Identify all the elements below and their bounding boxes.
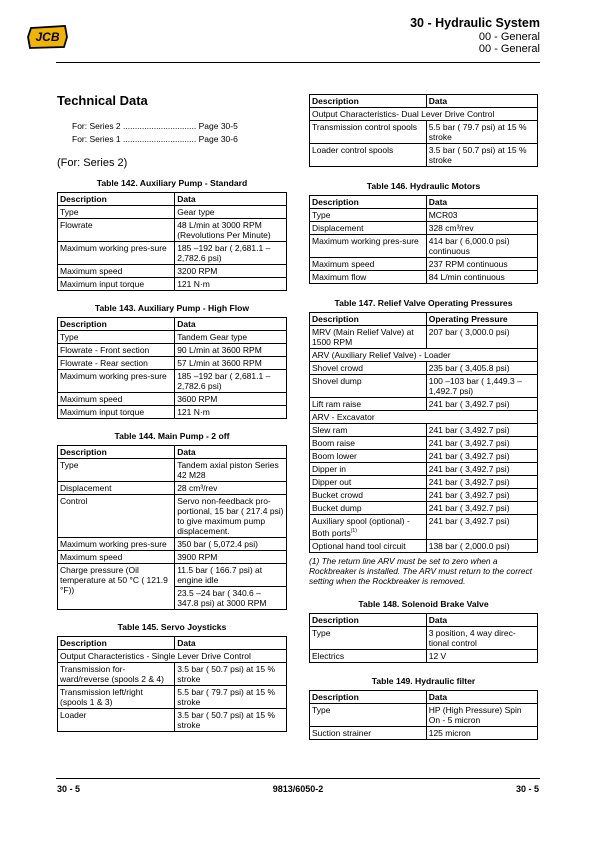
table-row: Optional hand tool circuit 138 bar ( 2,000.0 psi) xyxy=(310,539,538,552)
relief-valve-table: Description Operating Pressure MRV (Main Relief Valve) at 1500 RPM 207 bar ( 3,000.0 psi) ARV (Auxiliary Relief Valve) - Loader Shovel crowd 235 bar ( 3,405.8 psi) Shovel dump 100 –103 bar ( 1,449.3 – 1,492.7 psi) Lift ram raise 241 bar ( 3,492.7 psi) ARV - Excavator Slew ram 241 bar ( 3,492.7 psi) Boom raise 241 bar ( 3,492.7 psi) Boom lower 241 bar ( 3,492.7 psi) Dipper in 241 bar ( 3,492.7 psi) Dipper out 241 bar ( 3,492.7 psi) Bucket crowd 241 bar ( 3,492.7 psi) Bucket dump 241 bar ( 3,492.7 psi) Auxiliary spool (optional) - Both ports$^{(1)}$ 241 bar ( 3,492.7 psi) Optional hand tool circuit 138 bar ( 2,000.0 psi) xyxy=(309,312,538,553)
table-row: Bucket crowd 241 bar ( 3,492.7 psi) xyxy=(310,489,538,502)
table-row: Displacement 28 cm³/rev xyxy=(58,482,287,495)
table-row: Control Servo non-feedback pro-portional, 15 bar ( 217.4 psi) to give maximum pump displacement. xyxy=(58,495,287,538)
table-row: Transmission for-ward/reverse (spools 2 & 4) 3.5 bar ( 50.7 psi) at 15 % stroke xyxy=(58,663,287,686)
table-caption: Table 144. Main Pump - 2 off xyxy=(114,431,230,441)
table-row: Type HP (High Pressure) Spin On - 5 micron xyxy=(310,703,538,726)
table-row: Maximum speed 3200 RPM xyxy=(58,265,287,278)
section-title: 30 - Hydraulic System xyxy=(410,16,540,30)
table-row: Maximum flow 84 L/min continuous xyxy=(310,271,538,284)
section-subtitle-2: 00 - General xyxy=(478,43,540,55)
table-row: Boom raise 241 bar ( 3,492.7 psi) xyxy=(310,437,538,450)
header-rule xyxy=(56,62,540,63)
table-row: Lift ram raise 241 bar ( 3,492.7 psi) xyxy=(310,398,538,411)
footer-rule xyxy=(56,778,540,779)
table-row: Maximum speed 3600 RPM xyxy=(58,393,287,406)
table-row: Maximum working pres-sure 414 bar ( 6,000.0 psi) continuous xyxy=(310,235,538,258)
table-row: Maximum speed 237 RPM continuous xyxy=(310,258,538,271)
solenoid-brake-valve-table: Description Data Type 3 position, 4 way direc-tional control Electrics 12 V xyxy=(309,613,538,663)
hydraulic-motors-table: Description Data Type MCR03 Displacement 328 cm³/rev Maximum working pres-sure 414 bar ( 6,000.0 psi) continuous Maximum speed 237 RPM continuous Maximum flow 84 L/min continuous xyxy=(309,195,538,284)
toc-entry[interactable]: For: Series 2 ............................... Page 30-5 xyxy=(72,121,238,131)
table-row: Type MCR03 xyxy=(310,209,538,222)
left-column xyxy=(57,94,287,732)
table-row: MRV (Main Relief Valve) at 1500 RPM 207 bar ( 3,000.0 psi) xyxy=(310,326,538,349)
table-row: Dipper out 241 bar ( 3,492.7 psi) xyxy=(310,476,538,489)
table-row: Shovel dump 100 –103 bar ( 1,449.3 – 1,492.7 psi) xyxy=(310,375,538,398)
table-row: Type Tandem Gear type xyxy=(58,331,287,344)
table-row: Electrics 12 V xyxy=(310,649,538,662)
table-caption: Table 148. Solenoid Brake Valve xyxy=(358,598,489,609)
table-row: 23.5 –24 bar ( 340.6 – 347.8 psi) at 3000 RPM xyxy=(58,587,287,610)
table-row: Flowrate - Rear section 57 L/min at 3600 RPM xyxy=(58,357,287,370)
table-row: ARV - Excavator xyxy=(310,411,538,424)
table-row: Maximum working pres-sure 185 –192 bar ( 2,681.1 – 2,782.6 psi) xyxy=(58,370,287,393)
table-row: Maximum speed 3900 RPM xyxy=(58,551,287,564)
logo-text: JCB xyxy=(35,30,60,44)
table-caption: Table 143. Auxiliary Pump - High Flow xyxy=(94,303,250,313)
table-caption: Table 142. Auxiliary Pump - Standard xyxy=(96,178,248,188)
table-row: Output Characteristics - Single Lever Drive Control xyxy=(58,650,287,663)
table-row: Displacement 328 cm³/rev xyxy=(310,222,538,235)
table-row: Type Tandem axial piston Series 42 M28 xyxy=(58,459,287,482)
page-title: Technical Data xyxy=(57,93,148,108)
table-row: Flowrate - Front section 90 L/min at 3600 RPM xyxy=(58,344,287,357)
table-row: Type 3 position, 4 way direc-tional control xyxy=(310,626,538,649)
footer-page-left: 30 - 5 xyxy=(57,784,81,794)
table-caption: Table 149. Hydraulic filter xyxy=(371,675,476,686)
table-row: Boom lower 241 bar ( 3,492.7 psi) xyxy=(310,450,538,463)
jcb-logo-icon xyxy=(27,25,69,49)
table-row: Maximum input torque 121 N·m xyxy=(58,406,287,419)
footer-doc-number: 9813/6050-2 xyxy=(272,784,324,794)
table-row: Transmission left/right (spools 1 & 3) 5.5 bar ( 79.7 psi) at 15 % stroke xyxy=(58,686,287,709)
table-row: Bucket dump 241 bar ( 3,492.7 psi) xyxy=(310,502,538,515)
table-row: Transmission control spools 5.5 bar ( 79.7 psi) at 15 % stroke xyxy=(310,121,538,144)
servo-joysticks-table: Description Data Output Characteristics - Single Lever Drive Control Transmission for-ward/reverse (spools 2 & 4) 3.5 bar ( 50.7 psi) at 15 % stroke Transmission left/right (spools 1 & 3) 5.5 bar ( 79.7 psi) at 15 % stroke Loader 3.5 bar ( 50.7 psi) at 15 % stroke xyxy=(57,636,287,732)
footnote-ref: (1) xyxy=(350,528,357,534)
table-row: Auxiliary spool (optional) - Both ports$^{(1)}$ 241 bar ( 3,492.7 psi) xyxy=(310,515,538,540)
table-row: Flowrate 48 L/min at 3000 RPM (Revolutions Per Minute) xyxy=(58,219,287,242)
series-toc xyxy=(72,121,287,147)
table-caption: Table 145. Servo Joysticks xyxy=(117,622,227,632)
table-caption: Table 147. Relief Valve Operating Pressures xyxy=(334,298,513,308)
table-row: Slew ram 241 bar ( 3,492.7 psi) xyxy=(310,424,538,437)
table-row: Dipper in 241 bar ( 3,492.7 psi) xyxy=(310,463,538,476)
hydraulic-filter-table: Description Data Type HP (High Pressure) Spin On - 5 micron Suction strainer 125 micron xyxy=(309,690,538,740)
servo-joysticks-continued-table: Description Data Output Characteristics- Dual Lever Drive Control Transmission control spools 5.5 bar ( 79.7 psi) at 15 % stroke Loader control spools 3.5 bar ( 50.7 psi) at 15 % stroke xyxy=(309,94,538,167)
table-row: Maximum working pres-sure 350 bar ( 5,072.4 psi) xyxy=(58,538,287,551)
section-subtitle-1: 00 - General xyxy=(478,31,540,43)
series-heading: (For: Series 2) xyxy=(57,157,128,169)
aux-pump-high-flow-table: Description Data Type Tandem Gear type Flowrate - Front section 90 L/min at 3600 RPM Flowrate - Rear section 57 L/min at 3600 RPM Maximum working pres-sure 185 –192 bar ( 2,681.1 – 2,782.6 psi) Maximum speed 3600 RPM Maximum input torque 121 N·m xyxy=(57,317,287,419)
table-row: Charge pressure (Oil temperature at 50 °C ( 121.9 °F)) 11.5 bar ( 166.7 psi) at engine idle xyxy=(58,564,287,587)
aux-pump-standard-table: Description Data Type Gear type Flowrate 48 L/min at 3000 RPM (Revolutions Per Minute) Maximum working pres-sure 185 –192 bar ( 2,681.1 – 2,782.6 psi) Maximum speed 3200 RPM Maximum input torque 121 N·m xyxy=(57,192,287,291)
table-footnote: (1) The return line ARV must be set to zero when a Rockbreaker is installed. The ARV must return to the correct setting when the Rockbreaker is removed. xyxy=(309,555,532,586)
table-row: Output Characteristics- Dual Lever Drive Control xyxy=(310,108,538,121)
table-row: Loader 3.5 bar ( 50.7 psi) at 15 % stroke xyxy=(58,709,287,732)
table-row: Maximum working pres-sure 185 –192 bar ( 2,681.1 – 2,782.6 psi) xyxy=(58,242,287,265)
page-header xyxy=(410,16,540,55)
table-row: ARV (Auxiliary Relief Valve) - Loader xyxy=(310,349,538,362)
table-row: Suction strainer 125 micron xyxy=(310,726,538,739)
table-caption: Table 146. Hydraulic Motors xyxy=(366,181,481,191)
table-row: Maximum input torque 121 N·m xyxy=(58,278,287,291)
toc-entry[interactable]: For: Series 1 ............................... Page 30-6 xyxy=(72,134,238,144)
footer-page-right: 30 - 5 xyxy=(515,784,539,794)
table-row: Type Gear type xyxy=(58,206,287,219)
main-pump-table: Description Data Type Tandem axial piston Series 42 M28 Displacement 28 cm³/rev Control Servo non-feedback pro-portional, 15 bar ( 217.4 psi) to give maximum pump displacement. Maximum working pres-sure 350 bar ( 5,072.4 psi) Maximum speed 3900 RPM Charge pressure (Oil temperature at 50 °C ( 121.9 °F)) 11.5 bar ( 166.7 psi) at engine idle 23.5 –24 bar ( 340.6 – 347.8 psi) at 3000 RPM xyxy=(57,445,287,610)
right-column xyxy=(309,94,538,740)
table-row: Loader control spools 3.5 bar ( 50.7 psi) at 15 % stroke xyxy=(310,144,538,167)
table-row: Shovel crowd 235 bar ( 3,405.8 psi) xyxy=(310,362,538,375)
